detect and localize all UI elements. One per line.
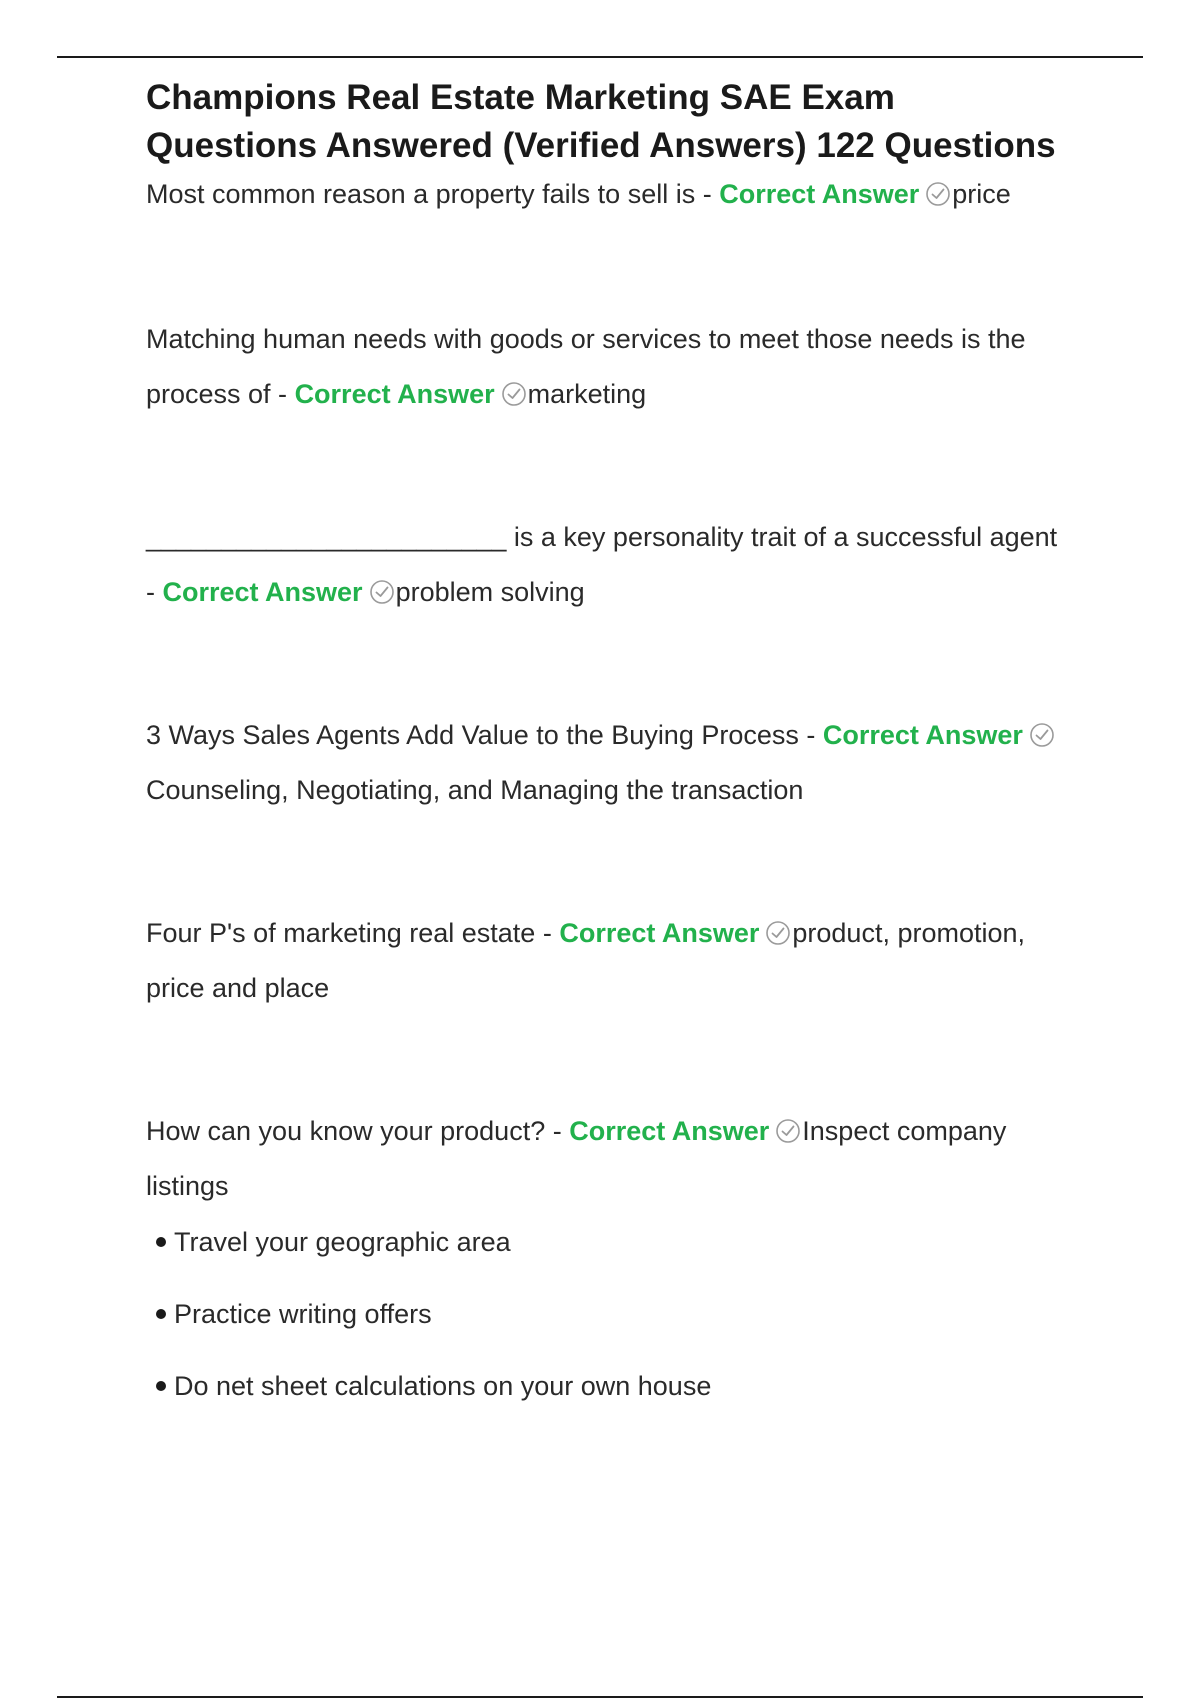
bullet-icon xyxy=(156,1309,166,1319)
question-text: How can you know your product? - xyxy=(146,1116,570,1146)
bullet-text: Practice writing offers xyxy=(174,1299,432,1329)
question-text: Most common reason a property fails to sell is - xyxy=(146,179,720,209)
answer-text: Inspect company listings xyxy=(146,1116,1007,1201)
list-item xyxy=(146,1296,1066,1332)
bullet-text: Travel your geographic area xyxy=(174,1227,511,1257)
check-circle-icon xyxy=(1029,722,1055,748)
question-text: ________________________ is a key personality trait of a successful agent - xyxy=(146,522,1058,607)
question-text: Matching human needs with goods or services to meet those needs is the process of - xyxy=(146,324,1026,409)
answer-bullet-list xyxy=(146,1224,1066,1404)
check-circle-icon xyxy=(369,579,395,605)
question-text: 3 Ways Sales Agents Add Value to the Buying Process - xyxy=(146,720,823,750)
answer-text: problem solving xyxy=(395,577,585,607)
correct-answer-label: Correct Answer xyxy=(822,720,1023,750)
check-circle-icon xyxy=(925,181,951,207)
answer-text: product, promotion, price and place xyxy=(146,918,1026,1003)
bullet-icon xyxy=(156,1237,166,1247)
bottom-rule xyxy=(57,1696,1143,1698)
list-item xyxy=(146,1368,1066,1404)
qa-item-5 xyxy=(146,906,1066,1016)
qa-item-2 xyxy=(146,312,1066,422)
bullet-text: Do net sheet calculations on your own house xyxy=(174,1371,712,1401)
correct-answer-label: Correct Answer xyxy=(719,179,920,209)
check-circle-icon xyxy=(501,381,527,407)
check-circle-icon xyxy=(775,1118,801,1144)
qa-item-4 xyxy=(146,708,1066,818)
answer-text: marketing xyxy=(527,379,647,409)
bullet-icon xyxy=(156,1381,166,1391)
answer-text: Counseling, Negotiating, and Managing the transaction xyxy=(146,775,804,805)
correct-answer-label: Correct Answer xyxy=(294,379,495,409)
qa-item-3 xyxy=(146,510,1066,620)
qa-item-6 xyxy=(146,1104,1066,1214)
qa-item-1 xyxy=(146,170,1066,218)
document-page xyxy=(146,74,1066,1440)
top-rule xyxy=(57,56,1143,58)
correct-answer-label: Correct Answer xyxy=(162,577,363,607)
answer-text: price xyxy=(952,179,1011,209)
check-circle-icon xyxy=(765,920,791,946)
correct-answer-label: Correct Answer xyxy=(559,918,760,948)
correct-answer-label: Correct Answer xyxy=(569,1116,770,1146)
page-title: Champions Real Estate Marketing SAE Exam Questions Answered (Verified Answers) 122 Questions xyxy=(146,78,1056,165)
question-text: Four P's of marketing real estate - xyxy=(146,918,560,948)
list-item xyxy=(146,1224,1066,1260)
